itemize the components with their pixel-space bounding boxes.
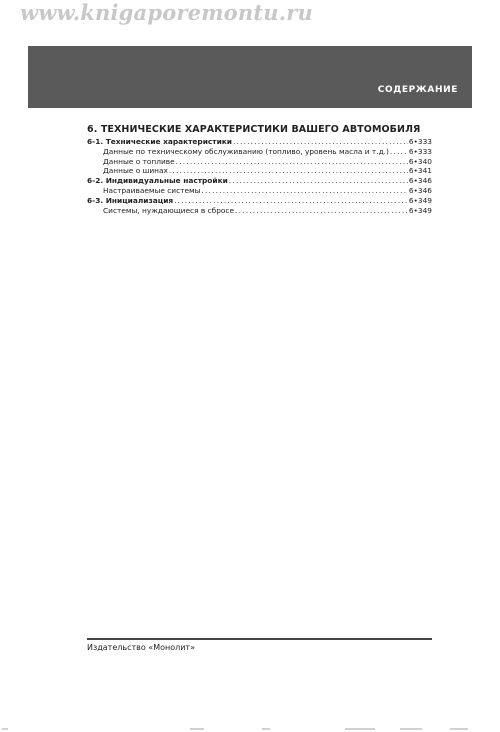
toc-entry-page: 6•349 (408, 205, 432, 215)
header-band (28, 46, 472, 108)
chapter-title: 6. ТЕХНИЧЕСКИЕ ХАРАКТЕРИСТИКИ ВАШЕГО АВТОМОБИЛЯ (87, 124, 421, 135)
toc-entry-page: 6•346 (408, 176, 432, 186)
toc-entry-label: Данные о топливе (103, 156, 175, 166)
toc-entry-page: 6•340 (408, 156, 432, 166)
dot-leader (233, 137, 408, 147)
toc-entry-label: 6-3. Инициализация (87, 195, 174, 205)
dot-leader (174, 196, 408, 206)
toc-entry-label: Данные о шинах (103, 166, 168, 176)
page-title: СОДЕРЖАНИЕ (377, 85, 458, 95)
toc-entry-page: 6•333 (408, 137, 432, 146)
dot-leader (235, 206, 408, 216)
toc-entry[interactable] (87, 196, 432, 206)
toc-entry-page: 6•341 (408, 166, 432, 176)
toc-entry[interactable] (87, 157, 432, 167)
toc-entry-label: Системы, нуждающиеся в сбросе (103, 205, 235, 215)
toc-entry-label: 6-1. Технические характеристики (87, 137, 232, 146)
scan-artifact-strip (0, 727, 500, 732)
dot-leader (201, 186, 407, 196)
footer-divider (87, 638, 432, 640)
watermark-text: www.knigaporemontu.ru (20, 0, 313, 25)
toc-entry[interactable] (87, 186, 432, 196)
toc-entry[interactable] (87, 176, 432, 186)
toc-entry[interactable] (87, 206, 432, 216)
table-of-contents (87, 124, 432, 215)
toc-entry-page: 6•333 (408, 146, 432, 156)
publisher-name: Издательство «Монолит» (87, 643, 195, 652)
dot-leader (169, 166, 408, 176)
toc-entry[interactable] (87, 166, 432, 176)
toc-entry-label: 6-2. Индивидуальные настройки (87, 176, 228, 186)
toc-entry-label: Настраиваемые системы (103, 185, 201, 195)
toc-entry-label: Данные по техническому обслуживанию (топливо, уровень масла и т.д.) (103, 146, 389, 156)
dot-leader (229, 176, 408, 186)
toc-entry[interactable] (87, 147, 432, 157)
toc-entry-page: 6•349 (408, 195, 432, 205)
dot-leader (176, 157, 408, 167)
toc-entry[interactable] (87, 137, 432, 147)
toc-entry-page: 6•346 (408, 185, 432, 195)
dot-leader (390, 147, 408, 157)
